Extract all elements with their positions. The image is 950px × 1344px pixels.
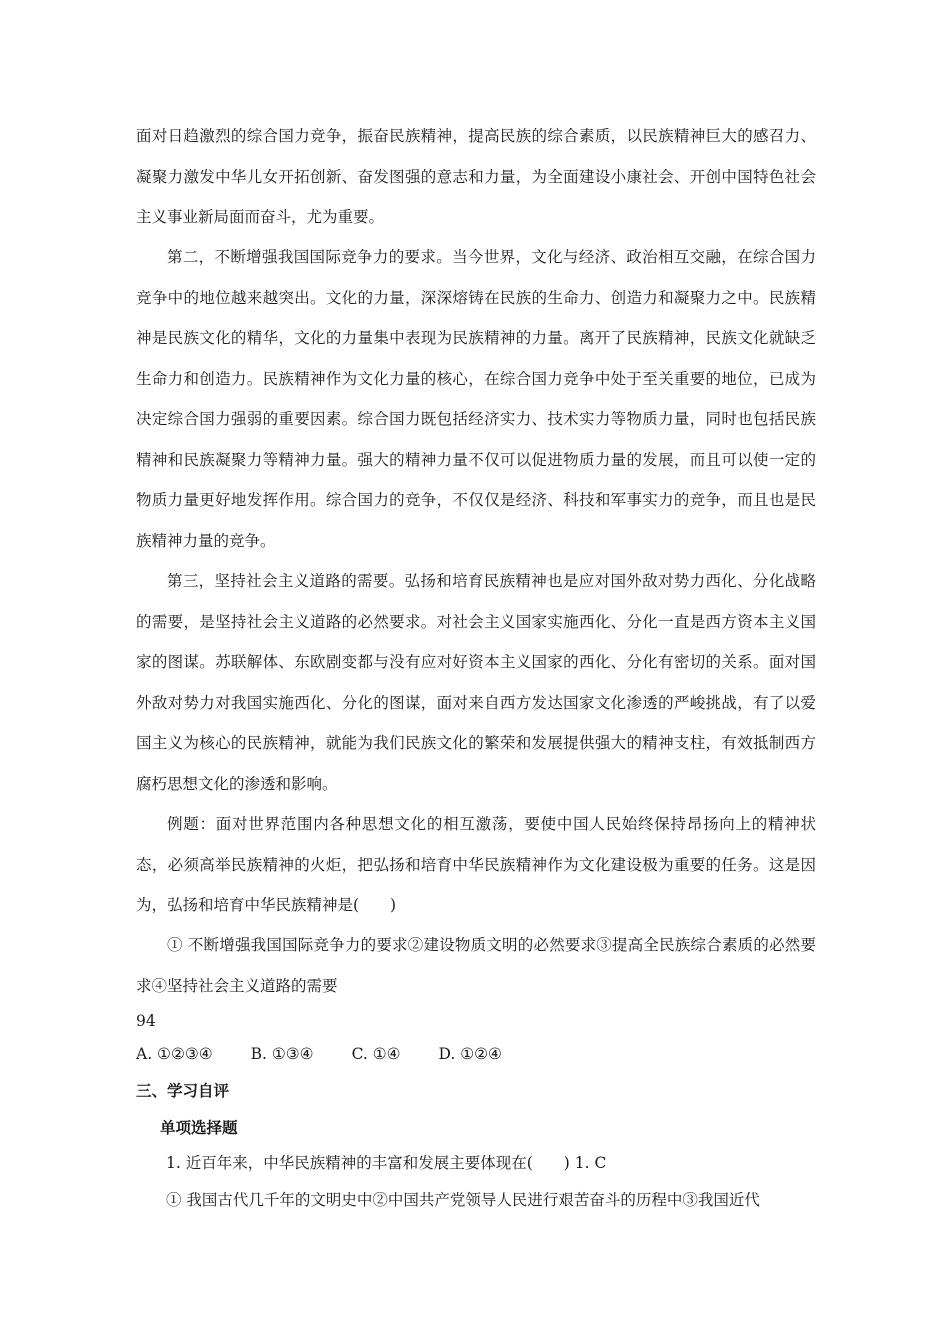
option-d: D. ①②④ <box>438 1045 502 1063</box>
question-1-choices: ① 我国古代几千年的文明史中②中国共产党领导人民进行艰苦奋斗的历程中③我国近代 <box>166 1191 760 1209</box>
paragraph-third-point: 第三，坚持社会主义道路的需要。弘扬和培育民族精神也是应对国外敌对势力西化、分化战略的需要，是坚持社会主义道路的必然要求。对社会主义国家实施西化、分化一直是西方资本主义国家的图谋。苏联解体、东欧剧变都与没有应对好资本主义国家的西化、分化有密切的关系。面对国外敌对势力对我国实施西化、分化的图谋，面对来自西方发达国家文化渗透的严峻挑战，有了以爱国主义为核心的民族精神，就能为我们民族文化的繁荣和发展提供强大的精神支柱，有效抵制西方腐朽思想文化的渗透和影响。 <box>136 572 816 793</box>
option-c: C. ①④ <box>351 1045 401 1063</box>
option-a: A. ①②③④ <box>136 1045 213 1063</box>
question-1: 1. 近百年来，中华民族精神的丰富和发展主要体现在( ) 1. C <box>166 1154 607 1172</box>
paragraph-intro: 面对日趋激烈的综合国力竞争，振奋民族精神，提高民族的综合素质，以民族精神巨大的感召力、凝聚力激发中华儿女开拓创新、奋发图强的意志和力量，为全面建设小康社会、开创中国特色社会主义事业新局面而奋斗，尤为重要。 <box>136 127 816 226</box>
option-b: B. ①③④ <box>250 1045 314 1063</box>
answer-options <box>136 1042 540 1066</box>
sub-heading: 单项选择题 <box>160 1119 238 1137</box>
page-number: 94 <box>136 1012 156 1030</box>
paragraph-second-point: 第二，不断增强我国国际竞争力的要求。当今世界，文化与经济、政治相互交融，在综合国力竞争中的地位越来越突出。文化的力量，深深熔铸在民族的生命力、创造力和凝聚力之中。民族精神是民族文化的精华，文化的力量集中表现为民族精神的力量。离开了民族精神，民族文化就缺乏生命力和创造力。民族精神作为文化力量的核心，在综合国力竞争中处于至关重要的地位，已成为决定综合国力强弱的重要因素。综合国力既包括经济实力、技术实力等物质力量，同时也包括民族精神和民族凝聚力等精神力量。强大的精神力量不仅可以促进物质力量的发展，而且可以使一定的物质力量更好地发挥作用。综合国力的竞争，不仅仅是经济、科技和军事实力的竞争，而且也是民族精神力量的竞争。 <box>136 248 816 550</box>
example-question: 例题：面对世界范围内各种思想文化的相互激荡，要使中国人民始终保持昂扬向上的精神状态，必须高举民族精神的火炬，把弘扬和培育中华民族精神作为文化建设极为重要的任务。这是因为，弘扬和培育中华民族精神是( ) <box>136 815 816 914</box>
example-statements: ① 不断增强我国国际竞争力的要求②建设物质文明的必然要求③提高全民族综合素质的必然要求④坚持社会主义道路的需要 <box>136 936 816 995</box>
section-heading: 三、学习自评 <box>136 1082 230 1100</box>
